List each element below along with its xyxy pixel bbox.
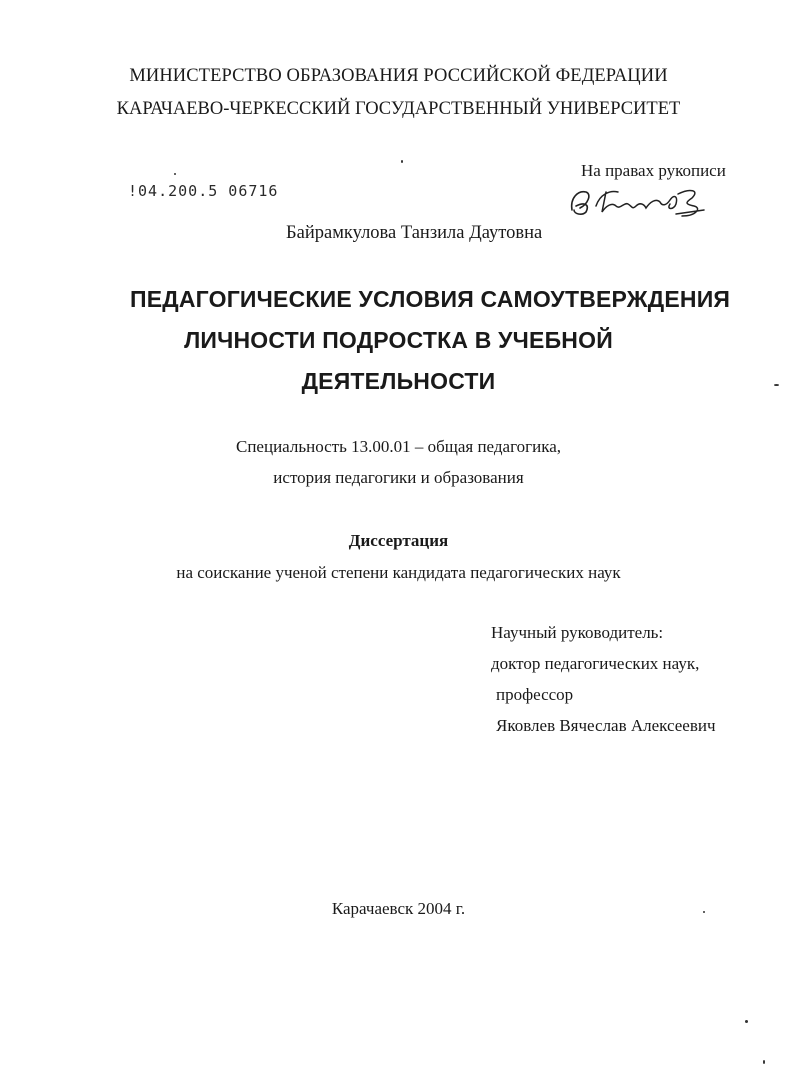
dissertation-title-line-3: ДЕЯТЕЛЬНОСТИ	[301, 368, 496, 394]
dissertation-label: Диссертация	[348, 531, 449, 550]
advisor-degree: доктор педагогических наук,	[491, 654, 700, 673]
scan-speck	[763, 1060, 765, 1064]
scan-speck	[774, 384, 779, 386]
specialty-line-1: Специальность 13.00.01 – общая педагогика,	[236, 437, 561, 456]
advisor-title: профессор	[496, 685, 574, 704]
advisor-label: Научный руководитель:	[491, 623, 664, 642]
scan-speck	[703, 911, 705, 913]
ministry-heading: МИНИСТЕРСТВО ОБРАЗОВАНИЯ РОССИЙСКОЙ ФЕДЕРАЦИИ	[129, 66, 668, 86]
specialty-line-2: история педагогики и образования	[273, 468, 524, 487]
city-year: Карачаевск 2004 г.	[331, 899, 466, 918]
university-heading: КАРАЧАЕВО-ЧЕРКЕССКИЙ ГОСУДАРСТВЕННЫЙ УНИВЕРСИТЕТ	[116, 99, 681, 119]
author-name: Байрамкулова Танзила Даутовна	[286, 223, 543, 243]
catalog-code: !04.200.5 06716	[128, 182, 279, 200]
handwritten-signature	[566, 184, 706, 220]
dissertation-purpose: на соискание ученой степени кандидата педагогических наук	[176, 563, 621, 582]
scan-speck	[745, 1020, 748, 1023]
advisor-name: Яковлев Вячеслав Алексеевич	[496, 716, 716, 735]
scan-speck	[401, 160, 403, 163]
dissertation-title-line-2: ЛИЧНОСТИ ПОДРОСТКА В УЧЕБНОЙ	[184, 327, 613, 353]
rights-note: На правах рукописи	[581, 161, 726, 180]
scan-speck	[174, 173, 176, 175]
dissertation-title-line-1: ПЕДАГОГИЧЕСКИЕ УСЛОВИЯ САМОУТВЕРЖДЕНИЯ	[130, 286, 731, 312]
